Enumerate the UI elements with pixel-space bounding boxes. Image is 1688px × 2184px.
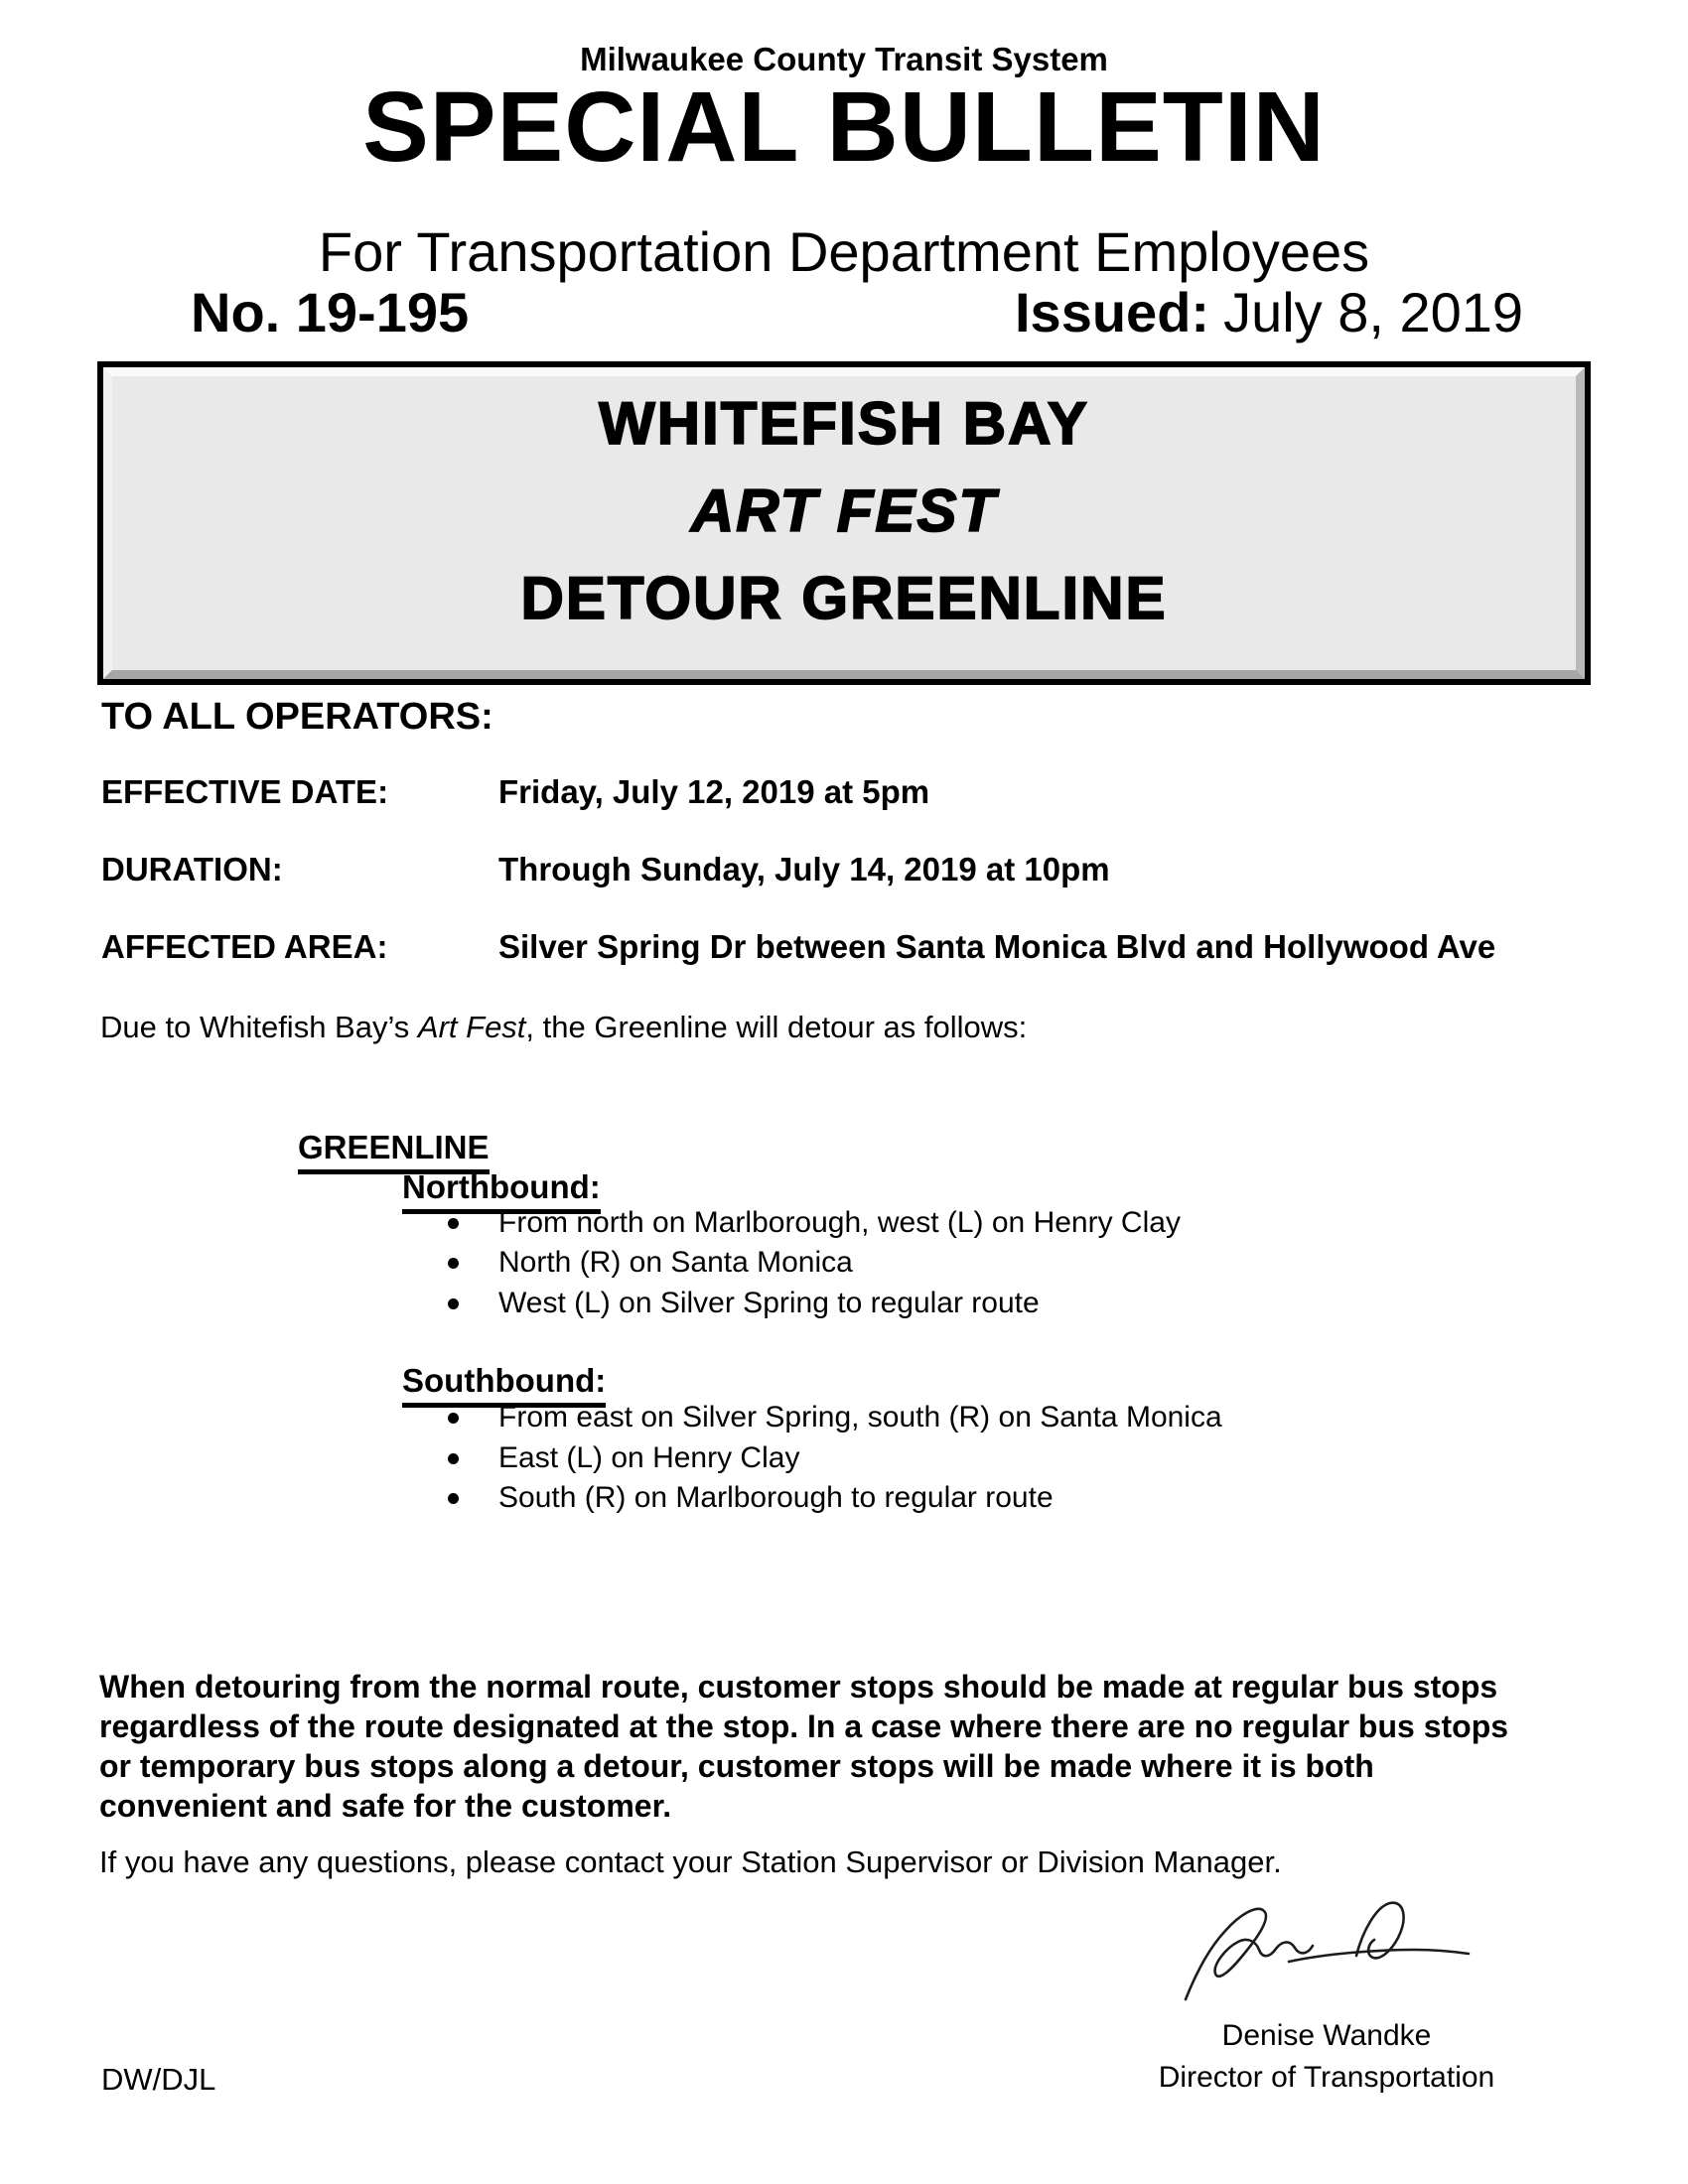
bulletin-number: No. 19-195 <box>191 281 470 343</box>
signer-title: Director of Transportation <box>1158 2061 1495 2094</box>
signature-block <box>1128 2015 1525 2099</box>
northbound-heading: Northbound: <box>402 1167 601 1214</box>
issued-label: Issued: <box>1015 281 1210 343</box>
affected-area-value: Silver Spring Dr between Santa Monica Blvd and Hollywood Ave <box>498 928 1496 965</box>
bullet-icon <box>448 1413 459 1424</box>
policy-line-3: or temporary bus stops along a detour, customer stops will be made where it is both <box>99 1748 1374 1784</box>
bullet-icon <box>448 1298 459 1309</box>
bulletin-title: SPECIAL BULLETIN <box>362 71 1326 183</box>
banner-box-inner <box>103 367 1585 679</box>
affected-area-label: AFFECTED AREA: <box>101 928 388 965</box>
southbound-bullet-2: East (L) on Henry Clay <box>448 1440 799 1476</box>
preparer-initials: DW/DJL <box>101 2062 216 2097</box>
questions-line: If you have any questions, please contact your Station Supervisor or Division Manager. <box>99 1844 1282 1879</box>
issued-line <box>1015 280 1523 345</box>
banner-line-2: ART FEST <box>690 478 998 544</box>
org-name: Milwaukee County Transit System <box>580 41 1108 77</box>
bullet-icon <box>448 1453 459 1464</box>
duration-label: DURATION: <box>101 851 283 887</box>
intro-event-name: Art Fest <box>417 1010 526 1044</box>
northbound-bullet-1: From north on Marlborough, west (L) on Henry Clay <box>448 1205 1181 1241</box>
banner-line-1: WHITEFISH BAY <box>599 390 1089 457</box>
northbound-bullet-2: North (R) on Santa Monica <box>448 1245 853 1281</box>
to-all-operators-line: TO ALL OPERATORS: <box>101 696 493 738</box>
effective-date-label: EFFECTIVE DATE: <box>101 773 389 810</box>
bullet-icon <box>448 1218 459 1229</box>
policy-line-1: When detouring from the normal route, customer stops should be made at regular bus stops <box>99 1669 1498 1705</box>
northbound-bullet-3: West (L) on Silver Spring to regular route <box>448 1286 1040 1321</box>
policy-line-4: convenient and safe for the customer. <box>99 1788 672 1824</box>
intro-prefix: Due to Whitefish Bay’s <box>100 1010 418 1044</box>
intro-suffix: , the Greenline will detour as follows: <box>525 1010 1028 1044</box>
policy-paragraph <box>99 1667 1524 1826</box>
bulletin-subtitle: For Transportation Department Employees <box>318 220 1370 283</box>
southbound-bullet-3: South (R) on Marlborough to regular route <box>448 1480 1054 1516</box>
intro-sentence <box>100 1009 1027 1046</box>
route-heading: GREENLINE <box>298 1128 490 1174</box>
southbound-heading: Southbound: <box>402 1361 606 1408</box>
signer-name: Denise Wandke <box>1221 2019 1432 2052</box>
banner-line-3: DETOUR GREENLINE <box>520 565 1168 631</box>
signature-image <box>1172 1896 1479 2005</box>
banner-box <box>97 361 1591 685</box>
effective-date-value: Friday, July 12, 2019 at 5pm <box>498 773 930 810</box>
bullet-icon <box>448 1493 459 1504</box>
issued-date: July 8, 2019 <box>1223 281 1524 343</box>
bullet-icon <box>448 1258 459 1269</box>
duration-value: Through Sunday, July 14, 2019 at 10pm <box>498 851 1110 887</box>
southbound-bullet-1: From east on Silver Spring, south (R) on Santa Monica <box>448 1400 1222 1435</box>
policy-line-2: regardless of the route designated at the stop. In a case where there are no regular bus stops <box>99 1708 1509 1744</box>
